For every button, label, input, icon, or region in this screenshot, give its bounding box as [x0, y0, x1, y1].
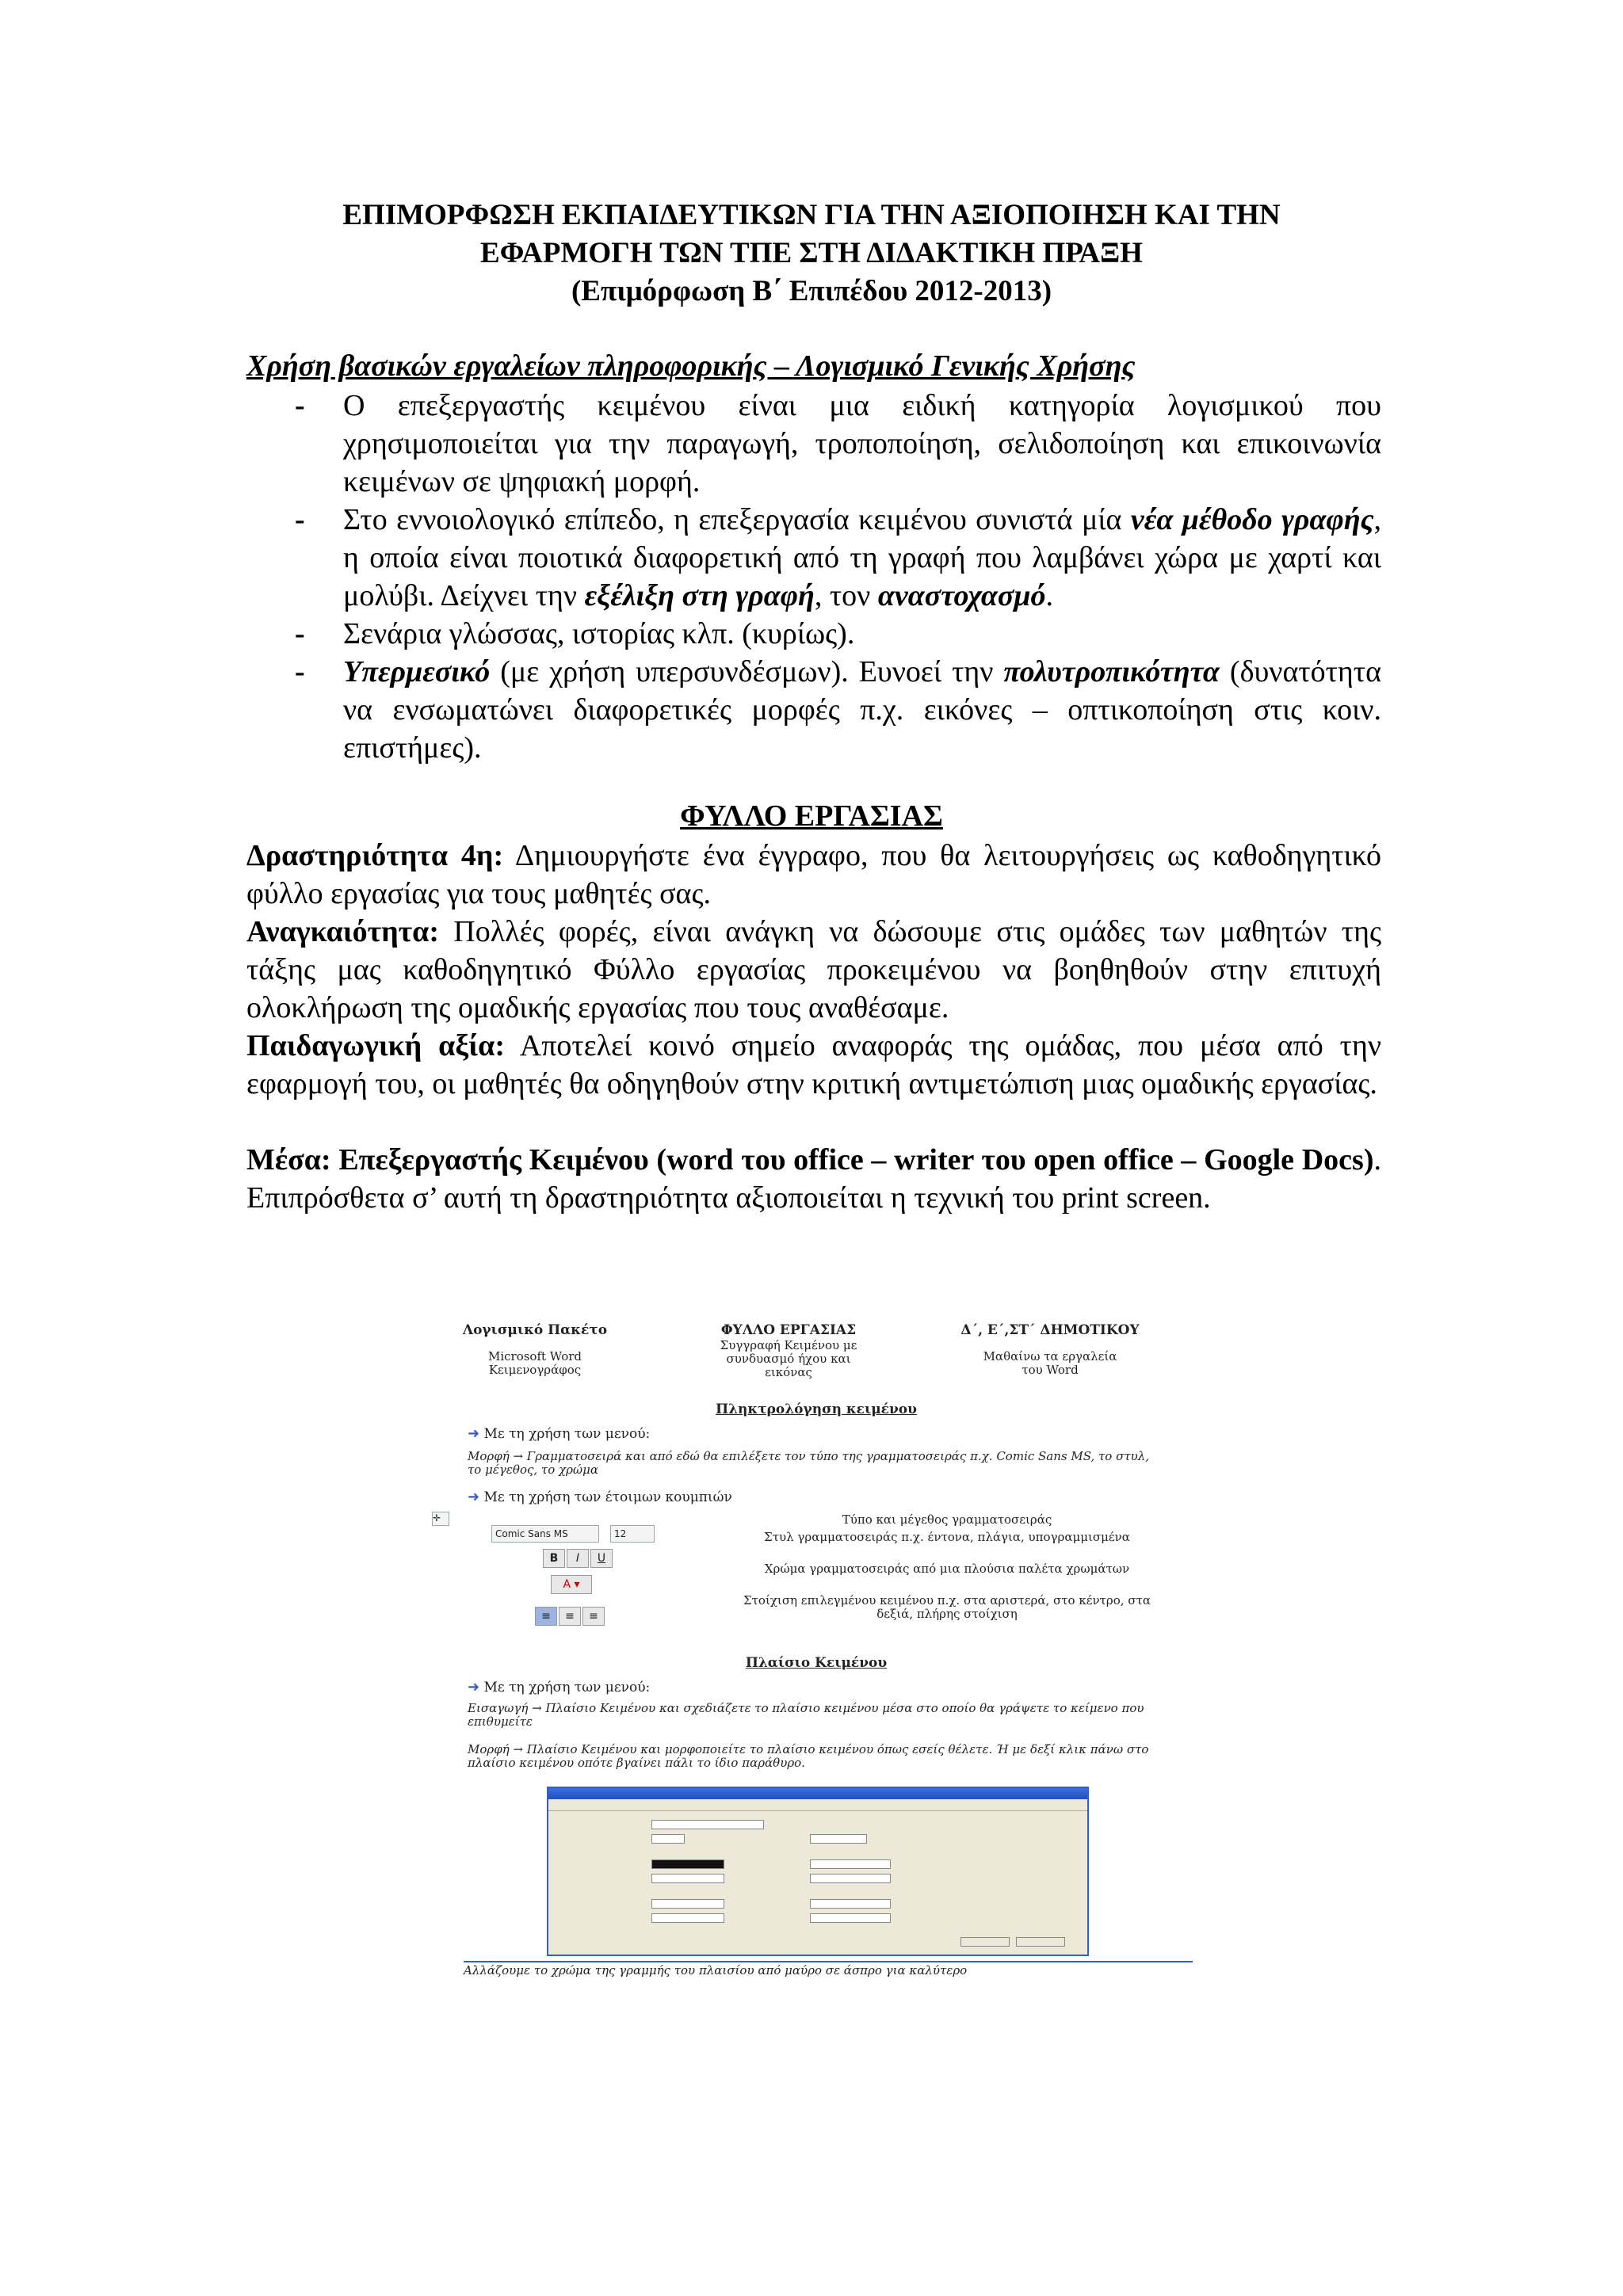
arrow-bullet-icon: ➜	[468, 1679, 480, 1695]
bullet-dash: -	[295, 617, 305, 650]
dialog-field	[651, 1913, 724, 1923]
img-heading-typing: Πληκτρολόγηση κειμένου	[716, 1402, 917, 1417]
dialog-field	[810, 1913, 891, 1923]
italic-button: I	[567, 1549, 589, 1568]
bullet-2-text: Στο εννοιολογικό επίπεδο, η επεξεργασία κειμένου συνιστά μία νέα μέθοδο γραφής, η οποία είναι ποιοτικά διαφορετική από τη γραφή που λαμβάνει χώρα με χαρτί και μολύβι. Δείχνει την εξέλιξη στη γραφή, τον αναστοχασμό.	[343, 503, 1382, 612]
align-left-icon: ≡	[535, 1607, 557, 1626]
dialog-field	[651, 1874, 724, 1883]
dialog-field	[651, 1820, 764, 1829]
dialog-field	[651, 1834, 685, 1844]
img-col1-sub: Microsoft Word Κειμενογράφος	[487, 1349, 582, 1377]
img-col3-sub: Μαθαίνω τα εργαλεία του Word	[983, 1349, 1117, 1377]
img-line-b: Εισαγωγή → Πλαίσιο Κειμένου και σχεδιάζετε το πλαίσιο κειμένου μέσα στο οποίο θα γράψετε το κείμενο που επιθυμείτε	[468, 1701, 1144, 1729]
img-menu-line-3: ➜ Με τη χρήση των μενού:	[468, 1679, 651, 1695]
img-menu-line-1: ➜ Με τη χρήση των μενού:	[468, 1425, 651, 1442]
img-desc-3: Χρώμα γραμματοσειράς από μια πλούσια παλέτα χρωμάτων	[764, 1562, 1130, 1576]
bullet-1-text: Ο επεξεργαστής κειμένου είναι μια ειδική κατηγορία λογισμικού που χρησιμοποιείται για την παραγωγή, τροποποίηση, σελιδοποίηση και επικοινωνία κειμένων σε ψηφιακή μορφή.	[343, 389, 1381, 498]
bullet-dash: -	[295, 503, 305, 536]
img-caption: Αλλάζουμε το χρώμα της γραμμής του πλαισίου από μαύρο σε άσπρο για καλύτερο	[464, 1961, 1193, 1978]
img-line-a: Μορφή → Γραμματοσειρά και από εδώ θα επιλέξετε τον τύπο της γραμματοσειράς π.χ. Comic Sans MS, το στυλ, το μέγεθος, το χρώμα	[468, 1449, 1150, 1477]
img-col2-sub: Συγγραφή Κειμένου με συνδυασμό ήχου και εικόνας	[720, 1338, 857, 1379]
dialog-ok-button	[960, 1937, 1010, 1947]
align-center-icon: ≡	[559, 1607, 581, 1626]
bullet-3-text: Σενάρια γλώσσας, ιστορίας κλπ. (κυρίως).	[343, 617, 855, 650]
dialog-titlebar	[548, 1788, 1087, 1799]
img-col3-heading: Δ΄, Ε΄,ΣΤ΄ ΔΗΜΟΤΙΚΟΥ	[960, 1322, 1140, 1338]
means-paragraph: Μέσα: Επεξεργαστής Κειμένου (word του office – writer του open office – Google Docs). Επιπρόσθετα σ’ αυτή τη δραστηριότητα αξιοποιείται η τεχνική του print screen.	[246, 1143, 1381, 1215]
header-line-1: ΕΠΙΜΟΡΦΩΣΗ ΕΚΠΑΙΔΕΥΤΙΚΩΝ ΓΙΑ ΤΗΝ ΑΞΙΟΠΟΙΗΣΗ ΚΑΙ ΤΗΝ	[342, 199, 1281, 231]
dialog-field	[810, 1874, 891, 1883]
format-textbox-dialog	[547, 1787, 1089, 1956]
necessity-paragraph: Αναγκαιότητα: Πολλές φορές, είναι ανάγκη να δώσουμε στις ομάδες των μαθητών της τάξης μας καθοδηγητικό Φύλλο εργασίας προκειμένου να βοηθηθούν στην επιτυχή ολοκλήρωση της ομαδικής εργασίας που τους αναθέσαμε.	[246, 915, 1381, 1024]
move-handle-icon: ✛	[432, 1512, 449, 1526]
bullet-4-text: Υπερμεσικό (με χρήση υπερσυνδέσμων). Ευνοεί την πολυτροπικότητα (δυνατότητα να ενσωματώνει διαφορετικές μορφές π.χ. εικόνες – οπτικοποίηση στις κοιν. επιστήμες).	[343, 655, 1381, 765]
dialog-field	[810, 1899, 891, 1909]
bullet-dash: -	[295, 389, 305, 422]
bold-button: B	[543, 1549, 565, 1568]
arrow-bullet-icon: ➜	[468, 1425, 480, 1442]
font-size-box: 12	[610, 1525, 655, 1543]
img-desc-2: Στυλ γραμματοσειράς π.χ. έντονα, πλάγια, υπογραμμισμένα	[764, 1530, 1130, 1544]
bullet-dash: -	[295, 655, 305, 688]
embedded-worksheet-image	[432, 1323, 1201, 1981]
img-desc-1: Τύπο και μέγεθος γραμματοσειράς	[842, 1512, 1052, 1527]
img-heading-textbox: Πλαίσιο Κειμένου	[745, 1655, 888, 1671]
img-line-c: Μορφή → Πλαίσιο Κειμένου και μορφοποιείτε το πλαίσιο κειμένου όπως εσείς θέλετε. Ή με δεξί κλικ πάνω στο πλαίσιο κειμένου οπότε βγαίνει πάλι το ίδιο παράθυρο.	[468, 1742, 1149, 1770]
img-col2-heading: ΦΥΛΛΟ ΕΡΓΑΣΙΑΣ	[720, 1322, 857, 1338]
header-line-2: ΕΦΑΡΜΟΓΗ ΤΩΝ ΤΠΕ ΣΤΗ ΔΙΔΑΚΤΙΚΗ ΠΡΑΞΗ	[480, 237, 1143, 269]
activity-paragraph: Δραστηριότητα 4η: Δημιουργήστε ένα έγγραφο, που θα λειτουργήσεις ως καθοδηγητικό φύλλο εργασίας για τους μαθητές σας.	[246, 839, 1381, 910]
dialog-cancel-button	[1016, 1937, 1065, 1947]
dialog-field	[810, 1834, 867, 1844]
img-desc-4: Στοίχιση επιλεγμένου κειμένου π.χ. στα αριστερά, στο κέντρο, στα δεξιά, πλήρης στοίχιση	[743, 1593, 1151, 1621]
font-color-icon: A ▾	[551, 1575, 592, 1594]
header-line-3: (Επιμόρφωση Β΄ Επιπέδου 2012-2013)	[571, 275, 1052, 307]
dialog-field	[810, 1859, 891, 1869]
dialog-tabs	[548, 1799, 1087, 1811]
arrow-bullet-icon: ➜	[468, 1489, 480, 1505]
align-right-icon: ≡	[582, 1607, 605, 1626]
pedagogical-paragraph: Παιδαγωγική αξία: Αποτελεί κοινό σημείο αναφοράς της ομάδας, που μέσα από την εφαρμογή του, οι μαθητές θα οδηγηθούν στην κριτική αντιμετώπιση μιας ομαδικής εργασίας.	[246, 1029, 1381, 1100]
worksheet-title: ΦΥΛΛΟ ΕΡΓΑΣΙΑΣ	[680, 799, 943, 833]
underline-button: U	[590, 1549, 613, 1568]
section-heading: Χρήση βασικών εργαλείων πληροφορικής – Λογισμικό Γενικής Χρήσης	[246, 349, 1136, 383]
font-name-box: Comic Sans MS	[491, 1525, 599, 1543]
img-col1-heading: Λογισμικό Πακέτο	[462, 1322, 608, 1338]
dialog-field	[651, 1899, 724, 1909]
img-menu-line-2: ➜ Με τη χρήση των έτοιμων κουμπιών	[468, 1489, 732, 1505]
dialog-color-field	[651, 1859, 724, 1869]
